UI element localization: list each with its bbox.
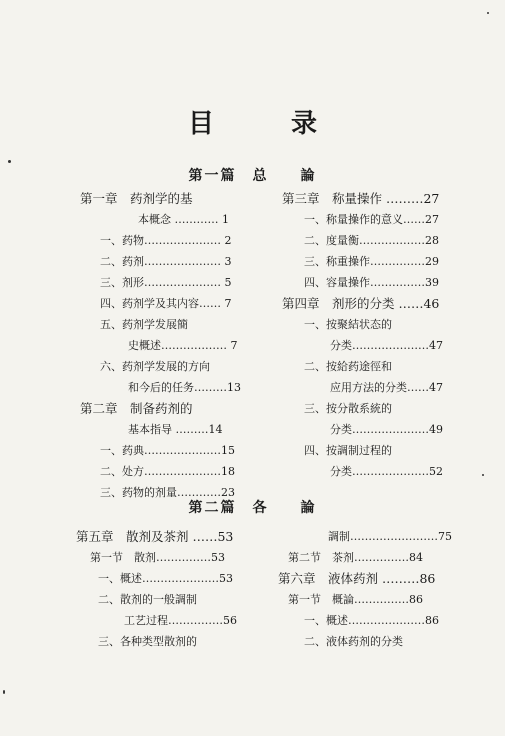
toc-entry[interactable]: 二、处方…………………18 [100, 465, 235, 478]
scan-speck [487, 12, 489, 14]
toc-entry[interactable]: 一、药物………………… 2 [100, 234, 232, 247]
toc-entry[interactable]: 第五章 散剂及茶剂 ……53 [76, 529, 234, 544]
toc-entry[interactable]: 三、按分散系統的 [304, 402, 392, 415]
toc-entry[interactable]: 四、按調制过程的 [304, 444, 392, 457]
toc-entry[interactable]: 第一节 散剂……………53 [90, 551, 225, 564]
toc-entry[interactable]: 工艺过程……………56 [124, 614, 237, 627]
toc-entry[interactable]: 二、散剂的一般調制 [98, 593, 197, 606]
toc-entry[interactable]: 三、各种类型散剂的 [98, 635, 197, 648]
toc-entry[interactable]: 五、药剂学发展簡 [100, 318, 188, 331]
toc-entry[interactable]: 第二节 茶剂……………84 [288, 551, 423, 564]
toc-entry[interactable]: 分类…………………52 [330, 465, 443, 478]
toc-entry[interactable]: 第二章 制备药剂的 [80, 401, 193, 416]
toc-entry[interactable]: 二、液体药剂的分类 [304, 635, 403, 648]
toc-entry[interactable]: 第一章 药剂学的基 [80, 191, 193, 206]
toc-entry[interactable]: 二、按給药途徑和 [304, 360, 392, 373]
toc-entry[interactable]: 調制……………………75 [328, 530, 452, 543]
toc-entry[interactable]: 一、概述…………………86 [304, 614, 439, 627]
part-one-heading: 第一篇 总 論 [188, 168, 317, 184]
toc-entry[interactable]: 本概念 ………… 1 [138, 213, 229, 226]
toc-entry[interactable]: 二、药剂………………… 3 [100, 255, 232, 268]
scan-speck [482, 474, 484, 476]
toc-entry[interactable]: 四、容量操作……………39 [304, 276, 439, 289]
toc-entry[interactable]: 分类…………………49 [330, 423, 443, 436]
toc-entry[interactable]: 二、度量衡………………28 [304, 234, 439, 247]
toc-entry[interactable]: 三、剂形………………… 5 [100, 276, 232, 289]
toc-entry[interactable]: 一、按聚結状态的 [304, 318, 392, 331]
toc-entry[interactable]: 分类…………………47 [330, 339, 443, 352]
toc-entry[interactable]: 基本指导 ………14 [128, 423, 223, 436]
toc-entry[interactable]: 六、药剂学发展的方向 [100, 360, 210, 373]
toc-entry[interactable]: 应用方法的分类……47 [330, 381, 443, 394]
toc-entry[interactable]: 第三章 称量操作 ………27 [282, 191, 440, 206]
part-two-heading: 第二篇 各 論 [188, 500, 317, 516]
toc-entry[interactable]: 三、药物的剂量…………23 [100, 486, 235, 499]
toc-entry[interactable]: 四、药剂学及其内容…… 7 [100, 297, 232, 310]
scan-speck [3, 690, 5, 694]
toc-entry[interactable]: 一、药典…………………15 [100, 444, 235, 457]
toc-entry[interactable]: 史概述……………… 7 [128, 339, 238, 352]
toc-entry[interactable]: 和今后的任务………13 [128, 381, 241, 394]
toc-entry[interactable]: 第一节 概論……………86 [288, 593, 423, 606]
scan-speck [8, 160, 11, 163]
toc-entry[interactable]: 一、称量操作的意义……27 [304, 213, 439, 226]
toc-entry[interactable]: 第四章 剂形的分类 ……46 [282, 296, 440, 311]
toc-entry[interactable]: 第六章 液体药剂 ………86 [278, 571, 436, 586]
toc-entry[interactable]: 三、称重操作……………29 [304, 255, 439, 268]
toc-entry[interactable]: 一、概述…………………53 [98, 572, 233, 585]
page-title: 目 录 [187, 109, 352, 139]
